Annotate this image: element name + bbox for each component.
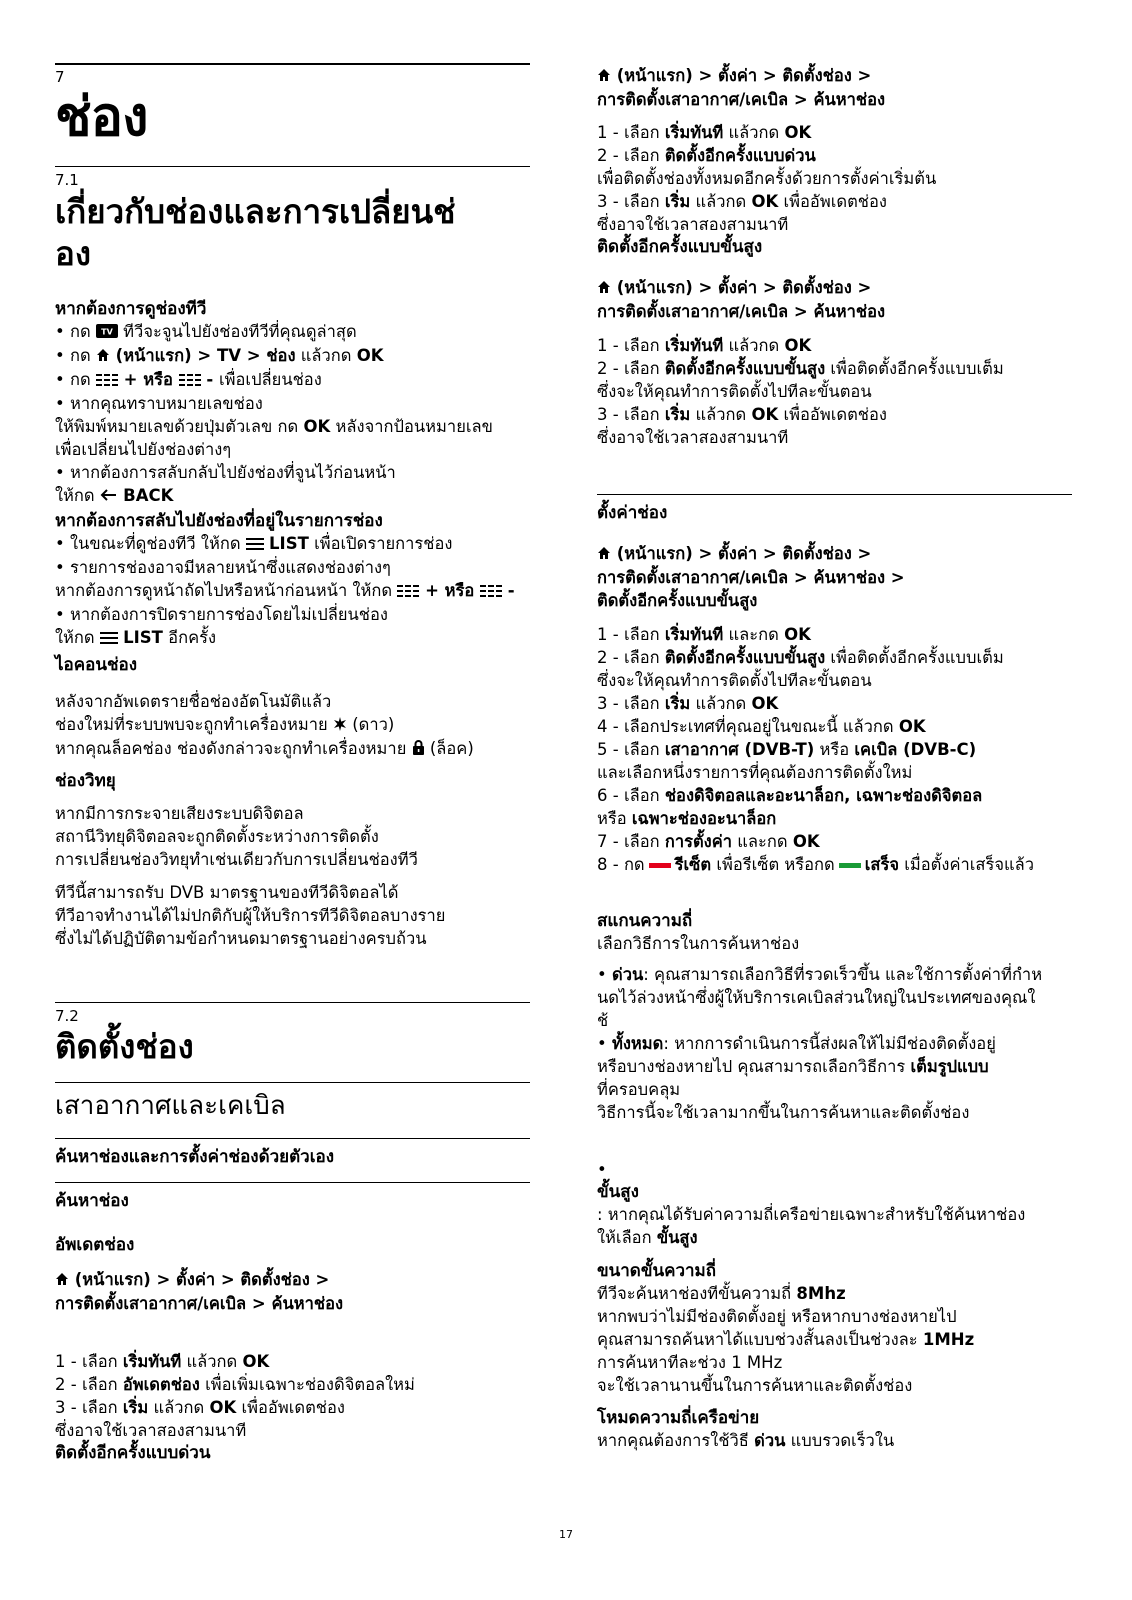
path-line-1 bbox=[597, 276, 1082, 300]
step-note: ซึ่งอาจใช้เวลาสองสามนาที bbox=[597, 215, 789, 234]
text: • bbox=[597, 1034, 612, 1053]
scan-heading: สแกนความถี่ bbox=[597, 911, 693, 931]
heading-rule bbox=[55, 1182, 530, 1183]
red-key-icon bbox=[649, 863, 671, 868]
list-icon bbox=[246, 533, 264, 556]
step-2 bbox=[55, 1373, 540, 1396]
radio-line-4: ทีวีนี้สามารถรับ DVB มาตรฐานของทีวีดิจิตอลได้ bbox=[55, 883, 399, 902]
back-arrow-icon bbox=[100, 485, 118, 508]
watch-line-8 bbox=[55, 484, 540, 508]
step-8 bbox=[597, 853, 1082, 876]
watch-line-2 bbox=[55, 344, 540, 368]
step-1 bbox=[597, 121, 1082, 144]
step-2-desc: ซึ่งจะให้คุณทำการติดตั้งไปทีละขั้นตอน bbox=[597, 671, 872, 690]
section-number: 7.1 bbox=[55, 171, 79, 189]
step-line-2: หากพบว่าไม่มีช่องติดตั้งอยู่ หรือหากบางช่องหายไป bbox=[597, 1307, 957, 1326]
text: 7 - เลือก bbox=[597, 832, 665, 851]
channel-list-block bbox=[55, 510, 540, 676]
quick-heading: ติดตั้งอีกครั้งแบบด่วน bbox=[55, 1443, 211, 1463]
watch-line-6: เพื่อเปลี่ยนไปยังช่องต่างๆ bbox=[55, 440, 232, 459]
text: เพื่อรีเซ็ต หรือกด bbox=[711, 855, 835, 874]
watch-line-3 bbox=[55, 368, 540, 392]
heading-rule bbox=[55, 1138, 530, 1139]
scan-line-3: นดไว้ล่วงหน้าซึ่งผู้ให้บริการเคเบิลส่วนใหญ่ในประเทศของคุณใ bbox=[597, 988, 1036, 1007]
watch-tv-block bbox=[55, 298, 540, 508]
advanced-line-2 bbox=[597, 1226, 1082, 1249]
text: ติดตั้งอีกครั้งแบบด่วน bbox=[664, 146, 816, 165]
text: เพื่อเปิดรายการช่อง bbox=[308, 534, 453, 553]
step-size-heading: ขนาดขั้นความถี่ bbox=[597, 1261, 717, 1281]
advanced-heading: ขั้นสูง bbox=[597, 1182, 639, 1202]
text: ด่วน bbox=[611, 965, 644, 984]
text: 4 - เลือกประเทศที่คุณอยู่ในขณะนี้ แล้วกด bbox=[597, 717, 899, 736]
text: LIST bbox=[123, 628, 163, 647]
chapter-number: 7 bbox=[55, 68, 65, 86]
step-line-1 bbox=[597, 1282, 1082, 1305]
list-line-4: • หากต้องการปิดรายการช่องโดยไม่เปลี่ยนช่อง bbox=[55, 605, 388, 624]
text: (หน้าแรก) > ตั้งค่า > ติดตั้งช่อง > bbox=[611, 278, 872, 297]
text: 2 - เลือก bbox=[55, 1375, 123, 1394]
text: ให้เลือก bbox=[597, 1228, 657, 1247]
radio-line-5: ทีวีอาจทำงานได้ไม่ปกติกับผู้ให้บริการทีวีดิจิตอลบางราย bbox=[55, 906, 446, 925]
list-line-3 bbox=[55, 579, 540, 603]
watch-line-1 bbox=[55, 320, 540, 344]
text: การตั้งค่า bbox=[664, 832, 733, 851]
radio-line-3: การเปลี่ยนช่องวิทยุทำเช่นเดียวกับการเปลี่ยนช่องทีวี bbox=[55, 850, 418, 869]
text: • กด bbox=[55, 370, 96, 389]
step-4 bbox=[597, 715, 1082, 738]
update-steps bbox=[55, 1350, 540, 1464]
star-icon bbox=[333, 714, 347, 737]
home-icon bbox=[597, 543, 611, 566]
text: • กด bbox=[55, 322, 91, 341]
text: และกด bbox=[723, 625, 785, 644]
step-5 bbox=[597, 738, 1082, 761]
text: ขั้นสูง bbox=[656, 1228, 698, 1247]
text: แล้วกด bbox=[723, 123, 785, 142]
step-5-desc: และเลือกหนึ่งรายการที่คุณต้องการติดตั้งใหม่ bbox=[597, 763, 913, 782]
icons-line-1: หลังจากอัพเดตรายชื่อช่องอัตโนมัติแล้ว bbox=[55, 692, 332, 711]
radio-heading: ช่องวิทยุ bbox=[55, 771, 116, 791]
text: อีกครั้ง bbox=[162, 628, 217, 647]
network-block bbox=[597, 1407, 1082, 1452]
list-line-2: • รายการช่องอาจมีหลายหน้าซึ่งแสดงช่องต่างๆ bbox=[55, 558, 391, 577]
channel-grid-icon bbox=[397, 580, 419, 603]
network-heading: โหมดความถี่เครือข่าย bbox=[597, 1408, 760, 1428]
step-line-3 bbox=[597, 1328, 1082, 1351]
text: 2 - เลือก bbox=[597, 648, 665, 667]
text: OK bbox=[784, 336, 812, 355]
text: เริ่ม bbox=[664, 694, 691, 713]
text: OK bbox=[792, 832, 820, 851]
section-title-line2: อง bbox=[55, 234, 91, 273]
quick-path bbox=[597, 64, 1082, 111]
text: เสาอากาศ (DVB-T) bbox=[664, 740, 815, 759]
tv-icon bbox=[96, 321, 118, 344]
text: เคเบิล (DVB-C) bbox=[854, 740, 977, 759]
path-line-1 bbox=[597, 542, 1082, 566]
text: ช่องดิจิตอลและอะนาล็อก bbox=[664, 786, 845, 805]
home-icon bbox=[597, 65, 611, 88]
radio-block bbox=[55, 770, 540, 950]
text: หรือ bbox=[814, 740, 855, 759]
text: : หากการดำเนินการนี้ส่งผลให้ไม่มีช่องติดตั้งอยู่ bbox=[663, 1034, 996, 1053]
advanced-steps bbox=[597, 334, 1082, 449]
text: เพื่อติดตั้งอีกครั้งแบบเต็ม bbox=[825, 648, 1004, 667]
green-key-icon bbox=[839, 863, 861, 868]
scan-line-1: เลือกวิธีการในการค้นหาช่อง bbox=[597, 934, 800, 953]
text: > TV > ช่อง bbox=[197, 346, 296, 365]
path-line-1 bbox=[55, 1268, 540, 1292]
path-line-3: ติดตั้งอีกครั้งแบบขั้นสูง bbox=[597, 591, 758, 610]
scan-line-6 bbox=[597, 1055, 1082, 1078]
text: คุณสามารถค้นหาได้แบบช่วงสั้นลงเป็นช่วงละ bbox=[597, 1330, 923, 1349]
watch-line-5 bbox=[55, 415, 540, 438]
text: เฉพาะช่องอะนาล็อก bbox=[631, 809, 777, 828]
step-2 bbox=[597, 357, 1082, 380]
text: • ในขณะที่ดูช่องทีวี ให้กด bbox=[55, 534, 246, 553]
text: ทีวีจะค้นหาช่องทีขั้นความถี่ bbox=[597, 1284, 797, 1303]
subsection-title: เสาอากาศและเคเบิล bbox=[55, 1091, 286, 1121]
scan-line-2 bbox=[597, 963, 1082, 986]
text: • bbox=[597, 965, 612, 984]
scan-line-8: วิธีการนี้จะใช้เวลามากขึ้นในการค้นหาและติดตั้งช่อง bbox=[597, 1103, 970, 1122]
text: 1 - เลือก bbox=[597, 336, 665, 355]
text: ให้พิมพ์หมายเลขด้วยปุ่มตัวเลข กด bbox=[55, 417, 304, 436]
step-2-desc: เพื่อติดตั้งช่องทั้งหมดอีกครั้งด้วยการตั้งค่าเริ่มต้น bbox=[597, 169, 937, 188]
watch-heading: หากต้องการดูช่องทีวี bbox=[55, 299, 207, 319]
lock-icon bbox=[412, 738, 425, 761]
text: OK bbox=[751, 694, 779, 713]
text: หากต้องการดูหน้าถัดไปหรือหน้าก่อนหน้า ให้กด bbox=[55, 581, 398, 600]
step-3 bbox=[55, 1396, 540, 1419]
section-rule bbox=[55, 166, 530, 167]
step-1 bbox=[597, 334, 1082, 357]
text: ติดตั้งอีกครั้งแบบขั้นสูง bbox=[664, 359, 826, 378]
text: LIST bbox=[269, 534, 309, 553]
icons-line-2 bbox=[55, 713, 540, 737]
text: หรือ bbox=[597, 809, 632, 828]
text: OK bbox=[209, 1398, 237, 1417]
scan-line-5 bbox=[597, 1032, 1082, 1055]
icons-heading: ไอคอนช่อง bbox=[55, 655, 138, 675]
text: ช่องใหม่ที่ระบบพบจะถูกทำเครื่องหมาย bbox=[55, 715, 333, 734]
text: 6 - เลือก bbox=[597, 786, 665, 805]
list-line-1 bbox=[55, 532, 540, 556]
search-heading: ค้นหาช่อง bbox=[55, 1191, 129, 1211]
step-3 bbox=[597, 403, 1082, 426]
text: : คุณสามารถเลือกวิธีที่รวดเร็วขึ้น และใช้การตั้งค่าที่กำห bbox=[643, 965, 1043, 984]
channel-grid-icon bbox=[480, 580, 502, 603]
settings-path bbox=[597, 542, 1082, 612]
icons-block bbox=[55, 690, 540, 761]
heading-rule bbox=[597, 494, 1072, 495]
text: เริ่มทันที bbox=[664, 123, 724, 142]
home-icon bbox=[55, 1269, 69, 1292]
text: + หรือ bbox=[117, 370, 179, 389]
text: (ล็อค) bbox=[424, 739, 474, 758]
text: เพื่อติดตั้งอีกครั้งแบบเต็ม bbox=[825, 359, 1004, 378]
watch-line-4: • หากคุณทราบหมายเลขช่อง bbox=[55, 394, 263, 413]
step-2 bbox=[597, 144, 1082, 167]
text: (หน้าแรก) > ตั้งค่า > ติดตั้งช่อง > bbox=[611, 544, 872, 563]
text: OK bbox=[898, 717, 926, 736]
step-line-4: การค้นหาทีละช่วง 1 MHz bbox=[597, 1353, 783, 1372]
text: • กด bbox=[55, 346, 96, 365]
text: แล้วกด bbox=[690, 192, 752, 211]
text: ทีวีจะจูนไปยังช่องทีวีที่คุณดูล่าสุด bbox=[117, 322, 357, 341]
text: หรือบางช่องหายไป คุณสามารถเลือกวิธีการ bbox=[597, 1057, 911, 1076]
path-line-2: การติดตั้งเสาอากาศ/เคเบิล > ค้นหาช่อง > bbox=[597, 568, 905, 587]
text: OK bbox=[751, 405, 779, 424]
path-line-2: การติดตั้งเสาอากาศ/เคเบิล > ค้นหาช่อง bbox=[55, 1294, 344, 1313]
text: หลังจากป้อนหมายเลข bbox=[330, 417, 493, 436]
text: OK bbox=[356, 346, 384, 365]
text: 8 - กด bbox=[597, 855, 645, 874]
text: OK bbox=[784, 625, 811, 644]
text: เสร็จ bbox=[864, 855, 900, 874]
scan-line-4: ช้ bbox=[597, 1011, 609, 1030]
text: แบบรวดเร็วใน bbox=[785, 1431, 895, 1450]
text: (หน้าแรก) bbox=[109, 346, 198, 365]
advanced-scan-block bbox=[597, 1158, 1082, 1249]
advanced-path bbox=[597, 276, 1082, 323]
step-2-desc: ซึ่งจะให้คุณทำการติดตั้งไปทีละขั้นตอน bbox=[597, 382, 872, 401]
manual-heading: ค้นหาช่องและการตั้งค่าช่องด้วยตัวเอง bbox=[55, 1147, 335, 1167]
section-title-line1: เกี่ยวกับช่องและการเปลี่ยนช่ bbox=[55, 192, 456, 231]
step-size-block bbox=[597, 1260, 1082, 1397]
section-title: ติดตั้งช่อง bbox=[55, 1027, 194, 1066]
settings-heading: ตั้งค่าช่อง bbox=[597, 503, 668, 523]
text: OK bbox=[242, 1352, 270, 1371]
text: 1 - เลือก bbox=[597, 625, 665, 644]
scan-line-7: ที่ครอบคลุม bbox=[597, 1080, 681, 1099]
list-icon bbox=[100, 627, 118, 650]
channel-grid-icon bbox=[96, 369, 118, 392]
text: เพื่ออัพเดตช่อง bbox=[778, 192, 887, 211]
text: , bbox=[844, 786, 857, 805]
text: - bbox=[200, 370, 219, 389]
path-line-1 bbox=[597, 64, 1082, 88]
text: แล้วกด bbox=[690, 405, 752, 424]
text: เริ่ม bbox=[664, 192, 691, 211]
text: 2 - เลือก bbox=[597, 146, 665, 165]
text: เริ่มทันที bbox=[122, 1352, 182, 1371]
list-line-5 bbox=[55, 626, 540, 650]
text: เริ่มทันที bbox=[664, 625, 724, 644]
text: ทั้งหมด bbox=[611, 1034, 664, 1053]
update-heading: อัพเดตช่อง bbox=[55, 1235, 135, 1255]
step-2 bbox=[597, 646, 1082, 669]
text: แล้วกด bbox=[181, 1352, 243, 1371]
text: เต็มรูปแบบ bbox=[910, 1057, 989, 1076]
text: ให้กด bbox=[55, 486, 100, 505]
section-number: 7.2 bbox=[55, 1007, 79, 1025]
text: BACK bbox=[123, 486, 174, 505]
text: + หรือ bbox=[419, 581, 481, 600]
text: (หน้าแรก) > ตั้งค่า > ติดตั้งช่อง > bbox=[611, 66, 872, 85]
watch-line-7: • หากต้องการสลับกลับไปยังช่องที่จูนไว้ก่อนหน้า bbox=[55, 463, 396, 482]
step-7 bbox=[597, 830, 1082, 853]
section-rule bbox=[55, 1002, 530, 1003]
scan-block bbox=[597, 910, 1082, 1124]
quick-steps bbox=[597, 121, 1082, 258]
text: 1 - เลือก bbox=[55, 1352, 123, 1371]
text: เริ่ม bbox=[664, 405, 691, 424]
bullet: • bbox=[597, 1160, 607, 1179]
text: 1 - เลือก bbox=[597, 123, 665, 142]
step-1 bbox=[55, 1350, 540, 1373]
svg-text:TV: TV bbox=[101, 327, 113, 337]
icons-line-3 bbox=[55, 737, 540, 761]
text: 5 - เลือก bbox=[597, 740, 665, 759]
home-icon bbox=[96, 345, 110, 368]
text: เพื่อเปลี่ยนช่อง bbox=[219, 370, 322, 389]
step-1 bbox=[597, 623, 1082, 646]
text: เพื่อเพิ่มเฉพาะช่องดิจิตอลใหม่ bbox=[199, 1375, 415, 1394]
update-path bbox=[55, 1268, 540, 1315]
text: ให้กด bbox=[55, 628, 100, 647]
text: แล้วกด bbox=[690, 694, 752, 713]
advanced-heading: ติดตั้งอีกครั้งแบบขั้นสูง bbox=[597, 237, 763, 257]
text: ด่วน bbox=[754, 1431, 786, 1450]
text: เพื่ออัพเดตช่อง bbox=[236, 1398, 345, 1417]
text: (ดาว) bbox=[346, 715, 395, 734]
text: อัพเดตช่อง bbox=[122, 1375, 200, 1394]
settings-steps bbox=[597, 623, 1082, 876]
step-3 bbox=[597, 190, 1082, 213]
text: หากคุณล็อคช่อง ช่องดังกล่าวจะถูกทำเครื่องหมาย bbox=[55, 739, 412, 758]
text: 1MHz bbox=[922, 1330, 975, 1349]
text: 3 - เลือก bbox=[597, 192, 665, 211]
chapter-title: ช่อง bbox=[55, 85, 148, 148]
path-line-2: การติดตั้งเสาอากาศ/เคเบิล > ค้นหาช่อง bbox=[597, 90, 886, 109]
text: OK bbox=[784, 123, 812, 142]
text: แล้วกด bbox=[723, 336, 785, 355]
network-line-1 bbox=[597, 1429, 1082, 1452]
channel-grid-icon bbox=[179, 369, 201, 392]
text: รีเซ็ต bbox=[674, 855, 712, 874]
text: 8Mhz bbox=[796, 1284, 846, 1303]
text: OK bbox=[751, 192, 779, 211]
text: และกด bbox=[732, 832, 793, 851]
radio-line-6: ซึ่งไม่ได้ปฏิบัติตามข้อกำหนดมาตรฐานอย่างครบถ้วน bbox=[55, 929, 427, 948]
text: - bbox=[502, 581, 515, 600]
text: แล้วกด bbox=[148, 1398, 210, 1417]
text: 3 - เลือก bbox=[597, 405, 665, 424]
step-3 bbox=[597, 692, 1082, 715]
text: เฉพาะช่องดิจิตอล bbox=[856, 786, 983, 805]
list-heading: หากต้องการสลับไปยังช่องที่อยู่ในรายการช่อง bbox=[55, 511, 383, 531]
advanced-line-1: : หากคุณได้รับค่าความถี่เครือข่ายเฉพาะสำหรับใช้ค้นหาช่อง bbox=[597, 1205, 1026, 1224]
chapter-rule bbox=[55, 63, 530, 65]
text: เริ่มทันที bbox=[664, 336, 724, 355]
path-line-2: การติดตั้งเสาอากาศ/เคเบิล > ค้นหาช่อง bbox=[597, 302, 886, 321]
radio-line-2: สถานีวิทยุดิจิตอลจะถูกติดตั้งระหว่างการติดตั้ง bbox=[55, 827, 379, 846]
text: (หน้าแรก) > ตั้งค่า > ติดตั้งช่อง > bbox=[69, 1270, 330, 1289]
text: 2 - เลือก bbox=[597, 359, 665, 378]
page-number: 17 bbox=[559, 1528, 573, 1541]
step-6 bbox=[597, 784, 1082, 807]
text: 3 - เลือก bbox=[55, 1398, 123, 1417]
text: เพื่ออัพเดตช่อง bbox=[778, 405, 887, 424]
home-icon bbox=[597, 277, 611, 300]
text: หากคุณต้องการใช้วิธี bbox=[597, 1431, 755, 1450]
step-line-5: จะใช้เวลานานขึ้นในการค้นหาและติดตั้งช่อง bbox=[597, 1376, 913, 1395]
text: 3 - เลือก bbox=[597, 694, 665, 713]
step-6-cont bbox=[597, 807, 1082, 830]
text: เริ่ม bbox=[122, 1398, 149, 1417]
text: ติดตั้งอีกครั้งแบบขั้นสูง bbox=[664, 648, 826, 667]
step-note: ซึ่งอาจใช้เวลาสองสามนาที bbox=[597, 428, 789, 447]
text: แล้วกด bbox=[295, 346, 357, 365]
step-note: ซึ่งอาจใช้เวลาสองสามนาที bbox=[55, 1421, 247, 1440]
subsection-rule bbox=[55, 1082, 530, 1083]
radio-line-1: หากมีการกระจายเสียงระบบดิจิตอล bbox=[55, 804, 304, 823]
text: เมื่อตั้งค่าเสร็จแล้ว bbox=[899, 855, 1035, 874]
text: OK bbox=[303, 417, 331, 436]
